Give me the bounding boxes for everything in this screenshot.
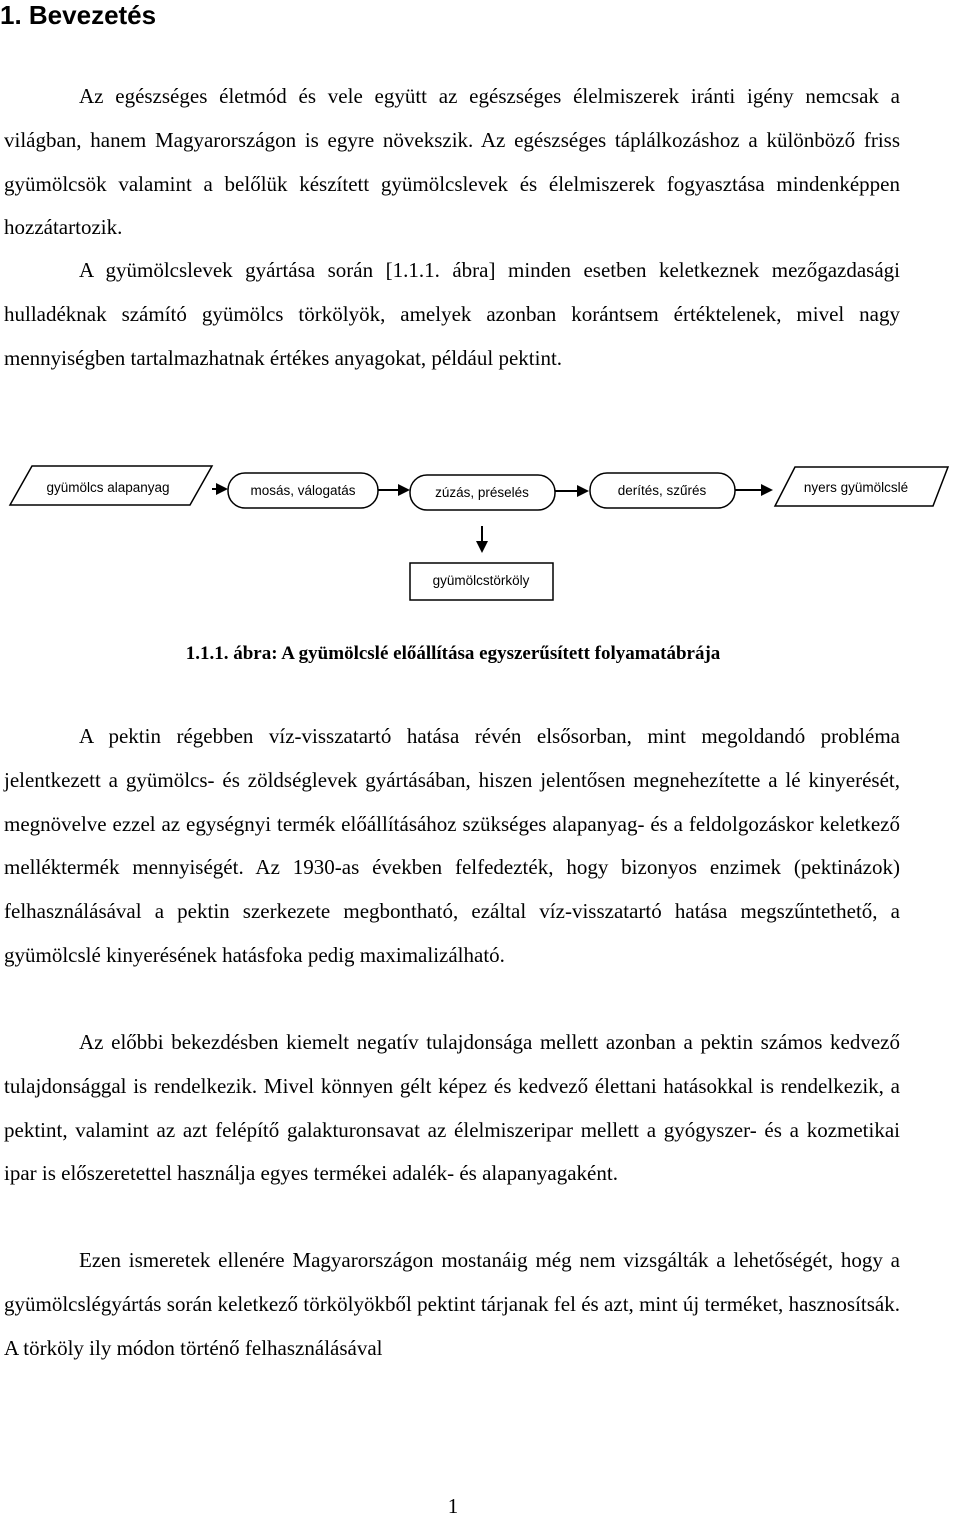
flow-node-raw-juice: [775, 467, 948, 506]
page-number: 1: [447, 1494, 459, 1518]
flow-node-pomace: [410, 563, 553, 600]
paragraph-juice-production: A gyümölcslevek gyártása során [1.1.1. ábra] minden esetben keletkeznek mezőgazdasági hulladéknak számító gyümölcs törkölyök, amelyek azonban korántsem értéktelenek, mivel nagy mennyiségben tartalmazhatnak értékes anyagokat, például pektint.: [4, 258, 900, 370]
paragraph-research-gap: Ezen ismeretek ellenére Magyarországon mostanáig még nem vizsgálták a lehetőségét, hogy a gyümölcslégyártás során keletkező törkölyökből pektint tárjanak fel és azt, mint új terméket, hasznosítsák. A törköly ily módon történő felhasználásával: [4, 1248, 900, 1360]
flow-node-raw-material: [10, 466, 212, 505]
process-flowchart: [0, 455, 960, 615]
figure-caption: 1.1.1. ábra: A gyümölcslé előállítása egyszerűsített folyamatábrája: [185, 643, 721, 664]
flow-node-clarifying: [590, 473, 735, 508]
paragraph-intro: Az egészséges életmód és vele együtt az egészséges élelmiszerek iránti igény nemcsak a világban, hanem Magyarországon is egyre növekszik. Az egészséges táplálkozáshoz a különböző friss gyümölcsök valamint a belőlük készített gyümölcslevek és élelmiszerek fogyasztása mindenképpen hozzátartozik.: [4, 84, 900, 240]
flow-node-crushing: [410, 475, 555, 510]
flow-node-crushing-label: zúzás, préselés: [435, 485, 529, 500]
section-heading: 1. Bevezetés: [0, 0, 157, 30]
flow-node-raw-material-label: gyümölcs alapanyag: [46, 480, 170, 495]
flow-node-pomace-label: gyümölcstörköly: [432, 573, 530, 588]
flow-node-clarifying-label: derítés, szűrés: [617, 483, 707, 498]
paragraph-pectin-benefits: Az előbbi bekezdésben kiemelt negatív tulajdonsága mellett azonban a pektin számos kedvező tulajdonsággal is rendelkezik. Mivel könnyen gélt képez és kedvező élettani hatásokkal is rendelkezik, a pektint, valamint az azt felépítő galakturonsavat az élelmiszeripar mellett a gyógyszer- és a kozmetikai ipar is előszeretettel használja egyes termékei adalék- és alapanyagaként.: [4, 1030, 900, 1186]
flow-node-washing: [228, 473, 378, 508]
paragraph-pectin-problem: A pektin régebben víz-visszatartó hatása révén elsősorban, mint megoldandó probléma jelentkezett a gyümölcs- és zöldséglevek gyártásában, hiszen jelentősen megnehezítette a lé kinyerését, megnövelve ezzel az egységnyi termék előállításához szükséges alapanyag- és a feldolgozáskor keletkező melléktermék mennyiségét. Az 1930-as években felfedezték, hogy bizonyos enzimek (pektinázok) felhasználásával a pektin szerkezete megbontható, ezáltal víz-visszatartó hatása megszűntethető, a gyümölcslé kinyerésének hatásfoka pedig maximalizálható.: [4, 724, 900, 967]
flow-node-washing-label: mosás, válogatás: [250, 483, 356, 498]
flow-node-raw-juice-label: nyers gyümölcslé: [803, 480, 909, 495]
